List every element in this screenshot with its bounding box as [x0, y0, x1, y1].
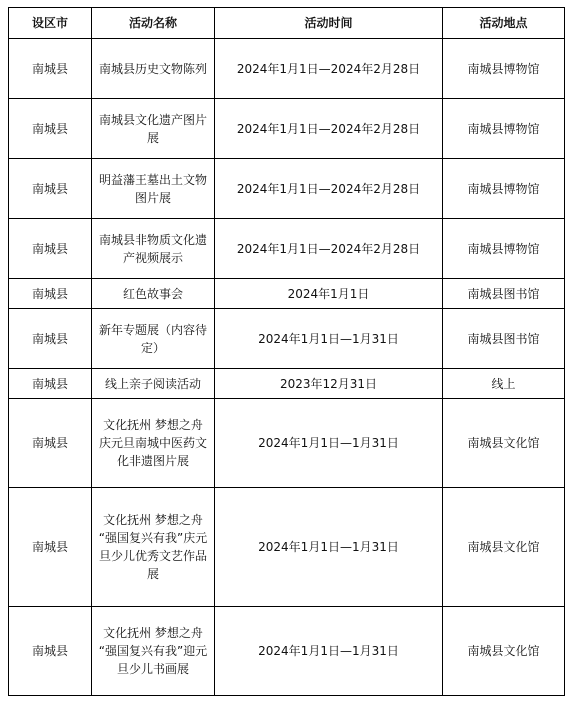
- table-row: [9, 279, 565, 309]
- cell-event-place: 南城县博物馆: [443, 99, 565, 159]
- cell-event-time: 2024年1月1日—2024年2月28日: [215, 219, 443, 279]
- header-event-name: 活动名称: [92, 8, 215, 39]
- cell-event-name: 南城县文化遗产图片展: [92, 99, 215, 159]
- cell-event-name: 新年专题展（内容待定）: [92, 309, 215, 369]
- cell-event-time: 2024年1月1日—1月31日: [215, 309, 443, 369]
- cell-event-name: 红色故事会: [92, 279, 215, 309]
- cell-county: 南城县: [9, 309, 92, 369]
- cell-event-place: 南城县文化馆: [443, 607, 565, 696]
- cell-event-place: 南城县博物馆: [443, 219, 565, 279]
- table-row: [9, 369, 565, 399]
- header-row: [9, 8, 565, 39]
- cell-event-time: 2024年1月1日—1月31日: [215, 607, 443, 696]
- header-event-time: 活动时间: [215, 8, 443, 39]
- cell-county: 南城县: [9, 607, 92, 696]
- cell-county: 南城县: [9, 159, 92, 219]
- cell-event-name: 南城县历史文物陈列: [92, 39, 215, 99]
- cell-event-time: 2024年1月1日—1月31日: [215, 488, 443, 607]
- cell-event-time: 2024年1月1日: [215, 279, 443, 309]
- cell-event-name: 文化抚州 梦想之舟 庆元旦南城中医药文化非遗图片展: [92, 399, 215, 488]
- cell-event-place: 南城县博物馆: [443, 39, 565, 99]
- cell-event-place: 南城县文化馆: [443, 488, 565, 607]
- cell-event-name: 线上亲子阅读活动: [92, 369, 215, 399]
- cell-county: 南城县: [9, 488, 92, 607]
- table-row: [9, 488, 565, 607]
- cell-event-time: 2024年1月1日—2024年2月28日: [215, 159, 443, 219]
- cell-event-time: 2024年1月1日—1月31日: [215, 399, 443, 488]
- header-county: 设区市: [9, 8, 92, 39]
- table-row: [9, 219, 565, 279]
- cell-event-place: 南城县图书馆: [443, 309, 565, 369]
- cell-county: 南城县: [9, 99, 92, 159]
- cell-county: 南城县: [9, 279, 92, 309]
- table-row: [9, 607, 565, 696]
- cell-event-place: 南城县图书馆: [443, 279, 565, 309]
- cell-county: 南城县: [9, 369, 92, 399]
- cell-event-name: 文化抚州 梦想之舟 “强国复兴有我”迎元旦少儿书画展: [92, 607, 215, 696]
- cell-event-time: 2023年12月31日: [215, 369, 443, 399]
- header-event-place: 活动地点: [443, 8, 565, 39]
- cell-event-time: 2024年1月1日—2024年2月28日: [215, 99, 443, 159]
- table-row: [9, 99, 565, 159]
- cell-event-time: 2024年1月1日—2024年2月28日: [215, 39, 443, 99]
- cell-county: 南城县: [9, 399, 92, 488]
- cell-event-name: 明益藩王墓出土文物图片展: [92, 159, 215, 219]
- cell-event-place: 南城县文化馆: [443, 399, 565, 488]
- cell-county: 南城县: [9, 39, 92, 99]
- table-row: [9, 399, 565, 488]
- cell-event-name: 南城县非物质文化遗产视频展示: [92, 219, 215, 279]
- cell-event-name: 文化抚州 梦想之舟 “强国复兴有我”庆元旦少儿优秀文艺作品展: [92, 488, 215, 607]
- cell-event-place: 南城县博物馆: [443, 159, 565, 219]
- table-row: [9, 309, 565, 369]
- table-row: [9, 39, 565, 99]
- cell-county: 南城县: [9, 219, 92, 279]
- events-table: [8, 7, 565, 696]
- cell-event-place: 线上: [443, 369, 565, 399]
- table-row: [9, 159, 565, 219]
